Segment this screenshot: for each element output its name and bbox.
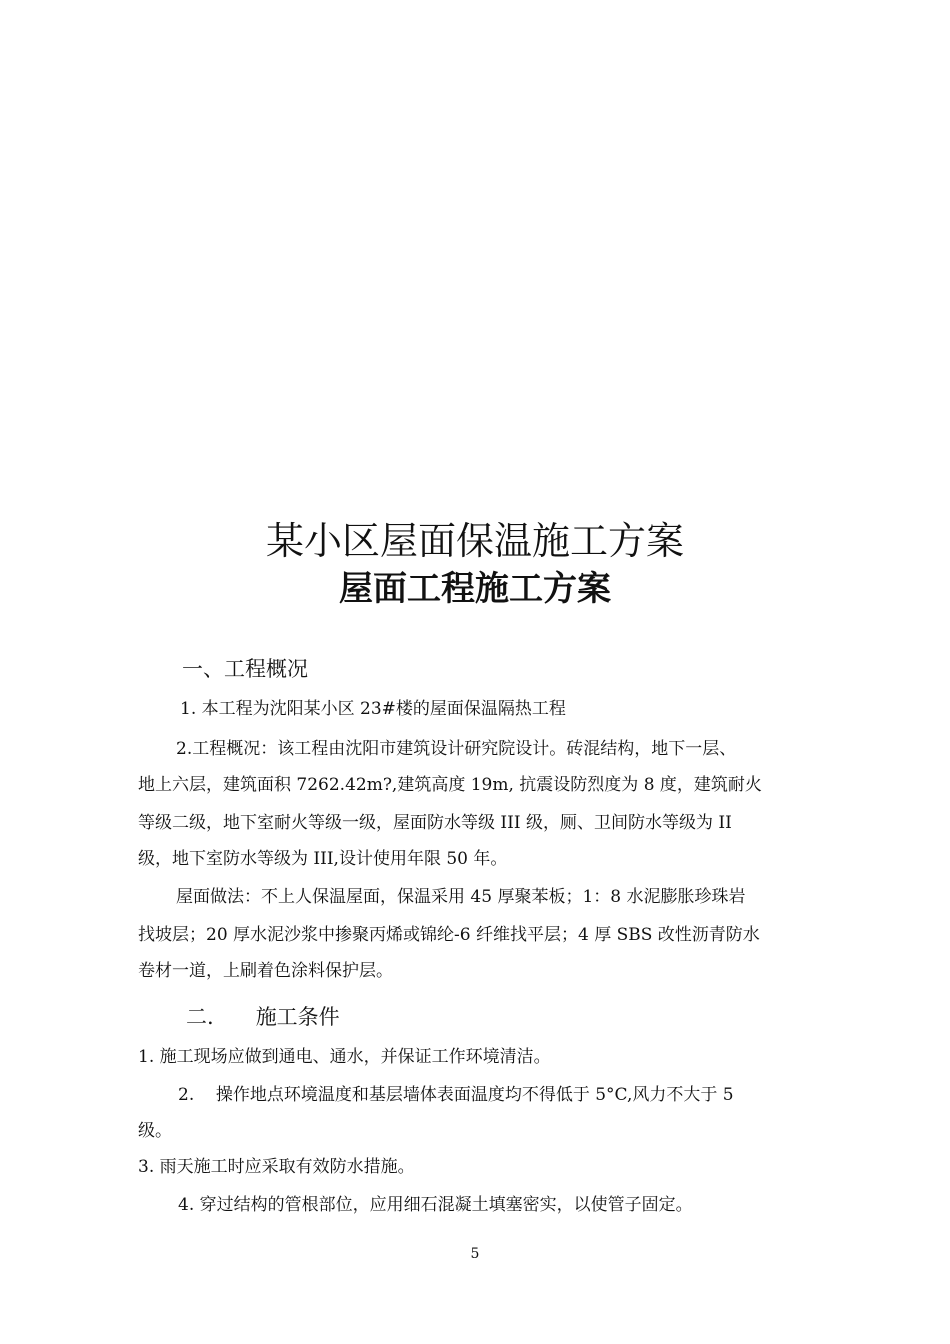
paragraph-line: 4. 穿过结构的管根部位，应用细石混凝土填塞密实，以使管子固定。 xyxy=(178,1195,693,1215)
paragraph-line: 等级二级，地下室耐火等级一级，屋面防水等级 III 级，厕、卫间防水等级为 II xyxy=(138,813,732,833)
paragraph-line: 级。 xyxy=(138,1121,172,1141)
paragraph-line: 找坡层；20 厚水泥沙浆中掺聚丙烯或锦纶-6 纤维找平层；4 厚 SBS 改性沥青防水 xyxy=(138,925,760,945)
paragraph-line: 屋面做法：不上人保温屋面，保温采用 45 厚聚苯板；1：8 水泥膨胀珍珠岩 xyxy=(176,887,746,907)
paragraph-line: 2.工程概况：该工程由沈阳市建筑设计研究院设计。砖混结构，地下一层、 xyxy=(176,739,737,759)
paragraph-line: 级，地下室防水等级为 III,设计使用年限 50 年。 xyxy=(138,849,508,869)
paragraph-line: 卷材一道，上刷着色涂料保护层。 xyxy=(138,961,393,981)
paragraph-line: 3. 雨天施工时应采取有效防水措施。 xyxy=(138,1157,415,1177)
paragraph-line: 2. 操作地点环境温度和基层墙体表面温度均不得低于 5°C,风力不大于 5 xyxy=(178,1085,734,1105)
section-heading-overview: 一、工程概况 xyxy=(182,657,308,681)
paragraph-line: 地上六层，建筑面积 7262.42m?,建筑高度 19m, 抗震设防烈度为 8 度，建筑耐火 xyxy=(138,775,762,795)
paragraph-line: 1. 本工程为沈阳某小区 23#楼的屋面保温隔热工程 xyxy=(180,699,566,719)
section-heading-text: 施工条件 xyxy=(255,1005,340,1029)
document-subtitle: 屋面工程施工方案 xyxy=(339,569,611,609)
page-number: 5 xyxy=(470,1246,480,1262)
section-heading-conditions xyxy=(186,1002,340,1032)
document-title: 某小区屋面保温施工方案 xyxy=(265,519,684,563)
section-heading-number: 二. xyxy=(186,1005,214,1029)
paragraph-line: 1. 施工现场应做到通电、通水，并保证工作环境清洁。 xyxy=(138,1047,551,1067)
